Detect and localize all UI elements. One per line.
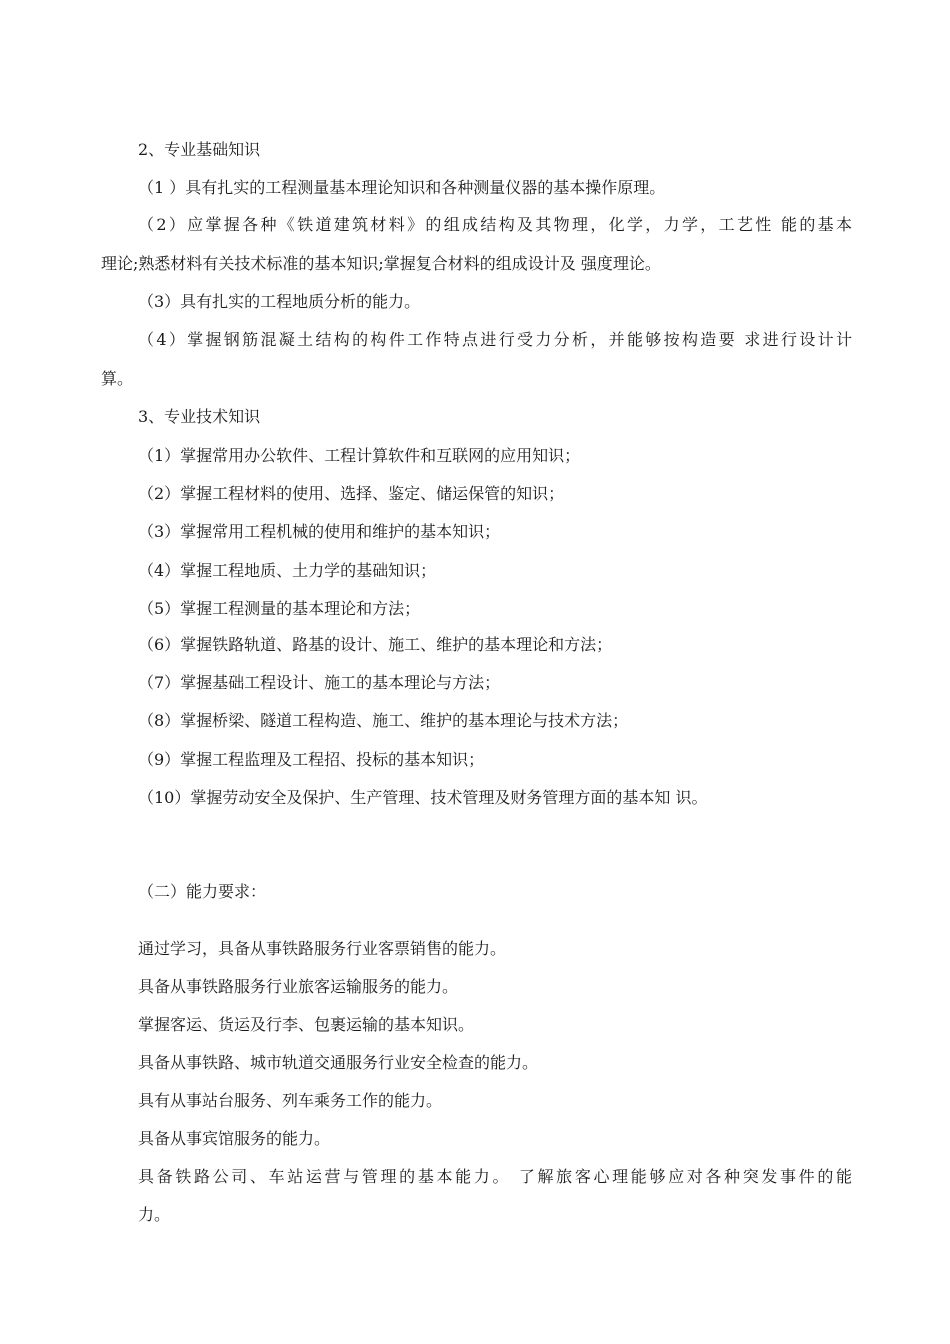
list-item: （9）掌握工程监理及工程招、投标的基本知识； bbox=[138, 750, 485, 769]
list-item: （5）掌握工程测量的基本理论和方法； bbox=[138, 599, 421, 618]
paragraph-line: （2）应掌握各种《铁道建筑材料》的组成结构及其物理，化学，力学，工艺性 能的基本 bbox=[138, 215, 852, 234]
list-item: （2）掌握工程材料的使用、选择、鉴定、储运保管的知识； bbox=[138, 484, 565, 503]
list-item: 掌握客运、货运及行李、包裹运输的基本知识。 bbox=[138, 1015, 475, 1034]
list-item: （4）掌握工程地质、土力学的基础知识； bbox=[138, 561, 437, 580]
section-heading: 2、专业基础知识 bbox=[138, 140, 261, 159]
list-item: 通过学习，具备从事铁路服务行业客票销售的能力。 bbox=[138, 939, 507, 958]
section-heading: 3、专业技术知识 bbox=[138, 407, 261, 426]
paragraph-line: 理论;熟悉材料有关技术标准的基本知识;掌握复合材料的组成设计及 强度理论。 bbox=[101, 254, 661, 273]
section-heading: （二）能力要求： bbox=[138, 882, 267, 901]
list-item: （7）掌握基础工程设计、施工的基本理论与方法； bbox=[138, 673, 501, 692]
list-item: （6）掌握铁路轨道、路基的设计、施工、维护的基本理论和方法； bbox=[138, 635, 613, 654]
list-item: （8）掌握桥梁、隧道工程构造、施工、维护的基本理论与技术方法； bbox=[138, 711, 629, 730]
list-item: 具备铁路公司、车站运营与管理的基本能力。 了解旅客心理能够应对各种突发事件的能 bbox=[138, 1167, 852, 1186]
paragraph-line: （1 ）具有扎实的工程测量基本理论知识和各种测量仪器的基本操作原理。 bbox=[138, 178, 666, 197]
list-item: 具备从事铁路、城市轨道交通服务行业安全检查的能力。 bbox=[138, 1053, 539, 1072]
list-item: （10）掌握劳动安全及保护、生产管理、技术管理及财务管理方面的基本知 识。 bbox=[138, 788, 708, 807]
list-item: （1）掌握常用办公软件、工程计算软件和互联网的应用知识； bbox=[138, 446, 581, 465]
list-item: 具备从事宾馆服务的能力。 bbox=[138, 1129, 331, 1148]
paragraph-line: 算。 bbox=[101, 369, 134, 388]
list-item: 具有从事站台服务、列车乘务工作的能力。 bbox=[138, 1091, 443, 1110]
paragraph-line: （3）具有扎实的工程地质分析的能力。 bbox=[138, 292, 421, 311]
list-item: 力。 bbox=[138, 1205, 171, 1224]
list-item: 具备从事铁路服务行业旅客运输服务的能力。 bbox=[138, 977, 459, 996]
list-item: （3）掌握常用工程机械的使用和维护的基本知识； bbox=[138, 522, 501, 541]
paragraph-line: （4）掌握钢筋混凝土结构的构件工作特点进行受力分析，并能够按构造要 求进行设计计 bbox=[138, 330, 852, 349]
